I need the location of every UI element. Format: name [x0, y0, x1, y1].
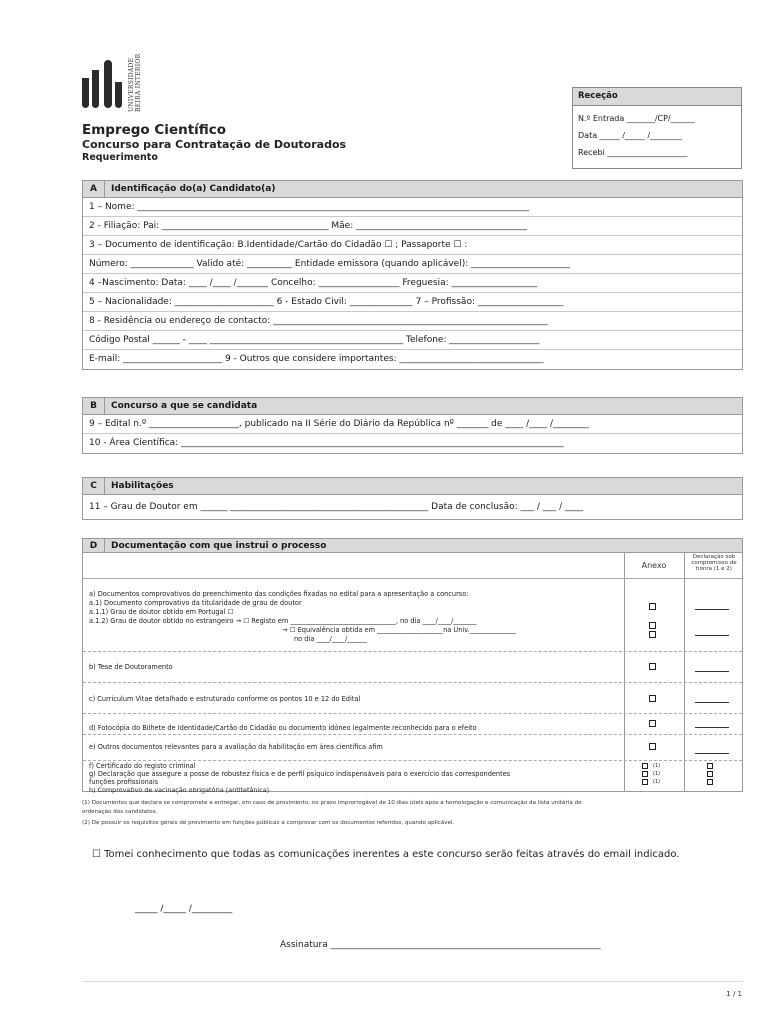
declaracao-blank[interactable] — [695, 609, 729, 610]
row-b-text: b) Tese de Doutoramento — [89, 663, 173, 671]
footnote-2: (2) De possuir os requisitos gerais de provimento em funções públicas a comprovar com os documentos referidos, quando aplicável. — [82, 820, 455, 826]
row-a-text: a) Documentos comprovativos do preenchimento das condições fixadas no edital para a apresentação a concurso: — [89, 590, 469, 598]
field-nacionalidade[interactable]: 5 – Nacionalidade: ______________________ 6 - Estado Civil: ______________ 7 – Profissão: ___________________ — [83, 293, 742, 312]
checkbox-anexo-c[interactable] — [649, 695, 656, 702]
checkbox-anexo-f[interactable] — [642, 763, 648, 769]
field-filiacao[interactable]: 2 - Filiação: Pai: _____________________________________ Mãe: ______________________________________ — [83, 217, 742, 236]
checkbox-anexo-d[interactable] — [649, 720, 656, 727]
field-nascimento[interactable]: 4 –Nascimento: Data: ____ /____ /_______ Concelho: __________________ Freguesia: ___________________ — [83, 274, 742, 293]
row-g-text: g) Declaração que assegure a posse de robustez física e de perfil psíquico indispensáveis para o exercício das correspondentes — [89, 770, 511, 778]
section-title: Documentação com que instrui o processo — [111, 541, 327, 551]
field-edital[interactable]: 9 – Edital n.º ____________________, publicado na II Série do Diário da República nº _______ de ____ /____ /________ — [83, 415, 742, 434]
declaracao-blank[interactable] — [695, 635, 729, 636]
row-h-text: h) Comprovativo de vacinação obrigatória (antitetânica) — [89, 786, 270, 794]
row-g-text-cont: funções profissionais — [89, 778, 159, 786]
logo-text-line: UNIVERSIDADE — [128, 57, 135, 112]
section-letter: C — [83, 478, 105, 494]
section-a — [82, 180, 743, 370]
page-title: Emprego Científico — [82, 122, 227, 138]
checkbox-anexo-g[interactable] — [642, 771, 648, 777]
section-letter: A — [83, 181, 105, 197]
footnote-1-cont: ordenação dos candidatos. — [82, 809, 158, 815]
row-a12-text: a.1.2) Grau de doutor obtido no estrangeiro → ☐ Registo em ________________________________, no dia ____/____/_______ — [89, 617, 477, 625]
section-title: Habilitações — [111, 481, 174, 491]
signature-line[interactable]: Assinatura ____________________________________________________________ — [280, 940, 601, 950]
field-email[interactable]: E-mail: ______________________ 9 - Outros que considere importantes: ________________________________ — [89, 354, 544, 364]
document-type: Requerimento — [82, 152, 158, 163]
university-logo — [82, 52, 172, 112]
row-a12-equivalencia: → ☐ Equivalência obtida em ____________________na Univ.______________ — [282, 626, 516, 634]
checkbox-anexo-h[interactable] — [642, 779, 648, 785]
row-c-text: c) Curriculum Vitae detalhado e estruturado conforme os pontos 10 e 12 do Edital — [89, 695, 361, 703]
declaracao-blank[interactable] — [695, 727, 729, 728]
declaracao-blank[interactable] — [695, 671, 729, 672]
checkbox-declaracao-h[interactable] — [707, 779, 713, 785]
section-c — [82, 477, 743, 520]
column-declaracao: Declaração sob compromisso de honra (1 e 2) — [691, 554, 737, 572]
row-a1-text: a.1) Documento comprovativo da titularidade de grau de doutor — [89, 599, 302, 607]
acknowledgement-checkbox[interactable]: ☐ Tomei conhecimento que todas as comunicações inerentes a este concurso serão feitas através do email indicado. — [92, 849, 680, 860]
logo-mark-icon — [82, 58, 126, 108]
section-letter: D — [83, 539, 105, 552]
page-number: 1 / 1 — [726, 990, 742, 998]
checkbox-anexo-a-equivalencia[interactable] — [649, 631, 656, 638]
checkbox-declaracao-f[interactable] — [707, 763, 713, 769]
checkbox-declaracao-g[interactable] — [707, 771, 713, 777]
field-residencia[interactable]: 8 - Residência ou endereço de contacto: _____________________________________________________________ — [83, 312, 742, 331]
declaracao-blank[interactable] — [695, 702, 729, 703]
rececao-recebi: Recebi ____________________ — [578, 148, 688, 157]
row-f-text: f) Certificado do registo criminal — [89, 762, 196, 770]
field-documento[interactable]: 3 – Documento de identificação: B.Identidade/Cartão do Cidadão ☐ ; Passaporte ☐ : — [83, 236, 742, 255]
logo-text-line: BEIRA INTERIOR — [135, 53, 142, 112]
declaracao-blank[interactable] — [695, 753, 729, 754]
checkbox-anexo-e[interactable] — [649, 743, 656, 750]
field-codigo-postal[interactable]: Código Postal ______ - ____ ___________________________________________ Telefone: ____________________ — [83, 331, 742, 350]
section-title: Identificação do(a) Candidato(a) — [111, 184, 276, 194]
section-d — [82, 538, 743, 792]
documentation-table — [83, 553, 742, 794]
footnote-mark: (1) — [653, 779, 661, 785]
page-subtitle: Concurso para Contratação de Doutorados — [82, 138, 347, 151]
section-b — [82, 397, 743, 454]
section-title: Concurso a que se candidata — [111, 401, 258, 411]
rececao-entrada: N.º Entrada _______/CP/______ — [578, 114, 695, 123]
footnote-mark: (1) — [653, 771, 661, 777]
row-e-text: e) Outros documentos relevantes para a avaliação da habilitação em área científica afim — [89, 743, 383, 751]
rececao-box — [572, 87, 742, 169]
field-grau-doutor[interactable]: 11 – Grau de Doutor em ______ ____________________________________________ Data de conclusão: ___ / ___ / ____ — [89, 502, 584, 512]
date-line[interactable]: _____ /_____ /_________ — [135, 904, 233, 914]
rececao-title: Receção — [573, 88, 741, 106]
footer-divider — [82, 981, 743, 982]
column-anexo: Anexo — [641, 561, 667, 570]
field-nome[interactable]: 1 – Nome: _______________________________________________________________________________________ — [83, 198, 742, 217]
footnote-1: (1) Documentos que declara se compromete a entregar, em caso de provimento, no prazo improrrogável de 10 dias úteis após a homologação e comunicação da lista unitária de — [82, 800, 582, 806]
footnote-mark: (1) — [653, 763, 661, 769]
row-a11-text: a.1.1) Grau de doutor obtido em Portugal ☐ — [89, 608, 234, 616]
field-numero[interactable]: Número: ______________ Valido até: __________ Entidade emissora (quando aplicável): ______________________ — [83, 255, 742, 274]
field-area-cientifica[interactable]: 10 - Área Científica: _____________________________________________________________________________________ — [89, 438, 564, 448]
row-d-text: d) Fotocópia do Bilhete de Identidade/Cartão do Cidadão ou documento idóneo legalmente reconhecido para o efeito — [89, 724, 477, 732]
checkbox-anexo-a-registo[interactable] — [649, 622, 656, 629]
row-a12-date: no dia ____/____/______ — [294, 635, 368, 643]
logo-text — [128, 52, 150, 112]
section-letter: B — [83, 398, 105, 414]
checkbox-anexo-b[interactable] — [649, 663, 656, 670]
checkbox-anexo-a[interactable] — [649, 603, 656, 610]
rececao-data: Data _____ /_____ /________ — [578, 131, 683, 140]
